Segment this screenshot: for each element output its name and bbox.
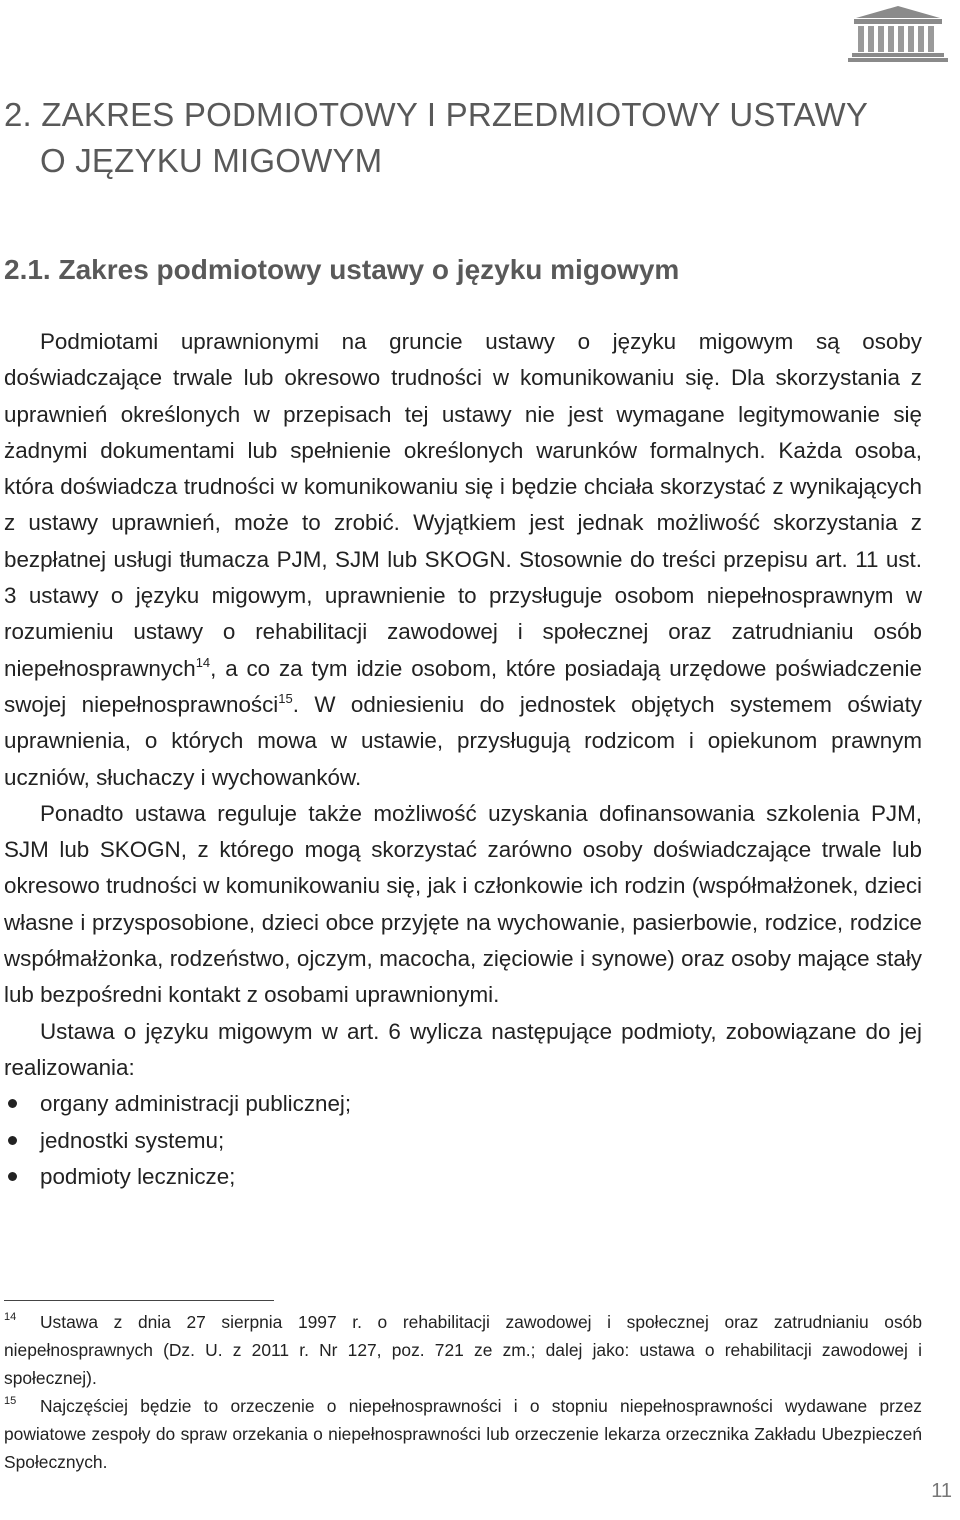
footnote-15: 15 Najczęściej będzie to orzeczenie o niepełnosprawności i o stopniu niepełnosprawności wydawane przez powiatowe zespoły do spraw orzekania o niepełnosprawności lub orzeczenie lekarza orzecznika Zakładu Ubezpieczeń Społecznych.	[4, 1395, 922, 1472]
institution-building-icon	[848, 4, 948, 62]
footnote-14: 14 Ustawa z dnia 27 sierpnia 1997 r. o rehabilitacji zawodowej i społecznej oraz zatrudnianiu osób niepełnosprawnych (Dz. U. z 2011 r. Nr 127, poz. 721 ze zm.; dalej jako: ustawa o rehabilitacji zawodowej i społecznej).	[4, 1311, 922, 1388]
paragraph-2: Ponadto ustawa reguluje także możliwość uzyskania dofinansowania szkolenia PJM, SJM lub SKOGN, z którego mogą skorzystać zarówno osoby doświadczające trwale lub okresowo trudności w komunikowaniu się, jak i członkowie ich rodzin (współmałżonek, dzieci własne i przysposobione, dzieci obce przyjęte na wychowanie, pasierbowie, rodzice, rodzice współmałżonka, rodzeństwo, ojczym, macocha, zięciowie i synowe) oraz osoby mające stały lub bezpośredni kontakt z osobami uprawnionymi.	[4, 800, 922, 1008]
footnote-text: Najczęściej będzie to orzeczenie o niepełnosprawności i o stopniu niepełnosprawności wydawane przez powiatowe zespoły do spraw orzekania o niepełnosprawności lub orzeczenie lekarza orzecznika Zakładu Ubezpieczeń Społecznych.	[4, 1396, 922, 1472]
bullet-item: organy administracji publicznej;	[4, 1086, 922, 1122]
paragraph-1-part-c: . W odniesieniu do jednostek objętych systemem oświaty uprawnienia, o których mowa w ustawie, przysługują rodzicom i opiekunom prawnym uczniów, słuchaczy i wychowanków.	[4, 691, 922, 790]
body-text	[4, 324, 922, 1195]
page-number: 11	[931, 1480, 952, 1502]
paragraph-1-part-a: Podmiotami uprawnionymi na gruncie ustawy o języku migowym są osoby doświadczające trwale lub okresowo trudności w komunikowaniu się. Dla skorzystania z uprawnień określonych w przepisach tej ustawy nie jest wymagane legitymowanie się żadnymi dokumentami lub spełnienie określonych warunków formalnych. Każda osoba, która doświadcza trudności w komunikowaniu się i będzie chciała skorzystać z wynikających z ustawy uprawnień, może to zrobić. Wyjątkiem jest jednak możliwość skorzystania z bezpłatnej usługi tłumacza PJM, SJM lub SKOGN. Stosownie do treści przepisu art. 11 ust. 3 ustawy o języku migowym, uprawnienie to przysługuje osobom niepełnosprawnym w rozumieniu ustawy o rehabilitacji zawodowej i społecznej oraz zatrudnianiu osób niepełnosprawnych	[4, 329, 922, 681]
chapter-title	[4, 92, 924, 184]
section-title: 2.1. Zakres podmiotowy ustawy o języku migowym	[4, 254, 680, 285]
bullet-item: jednostki systemu;	[4, 1123, 922, 1159]
bullet-item: podmioty lecznicze;	[4, 1159, 922, 1195]
paragraph-1	[4, 324, 922, 796]
chapter-title-line-1: 2. ZAKRES PODMIOTOWY I PRZEDMIOTOWY USTAWY	[4, 96, 869, 133]
paragraph-3: Ustawa o języku migowym w art. 6 wylicza następujące podmioty, zobowiązane do jej realizowania:	[4, 1018, 922, 1080]
footnote-text: Ustawa z dnia 27 sierpnia 1997 r. o rehabilitacji zawodowej i społecznej oraz zatrudnianiu osób niepełnosprawnych (Dz. U. z 2011 r. Nr 127, poz. 721 ze zm.; dalej jako: ustawa o rehabilitacji zawodowej i społecznej).	[4, 1312, 922, 1388]
footnote-ref-15[interactable]: 15	[278, 690, 293, 706]
bullet-list	[4, 1086, 922, 1195]
footnote-divider	[4, 1300, 274, 1301]
footnote-ref-14[interactable]: 14	[195, 654, 211, 670]
paragraph-1-part-b: , a co za tym idzie osobom, które posiadają urzędowe poświadczenie swojej niepełnosprawności	[4, 655, 922, 717]
footnotes	[4, 1308, 922, 1476]
chapter-title-line-2: O JĘZYKU MIGOWYM	[40, 142, 383, 179]
